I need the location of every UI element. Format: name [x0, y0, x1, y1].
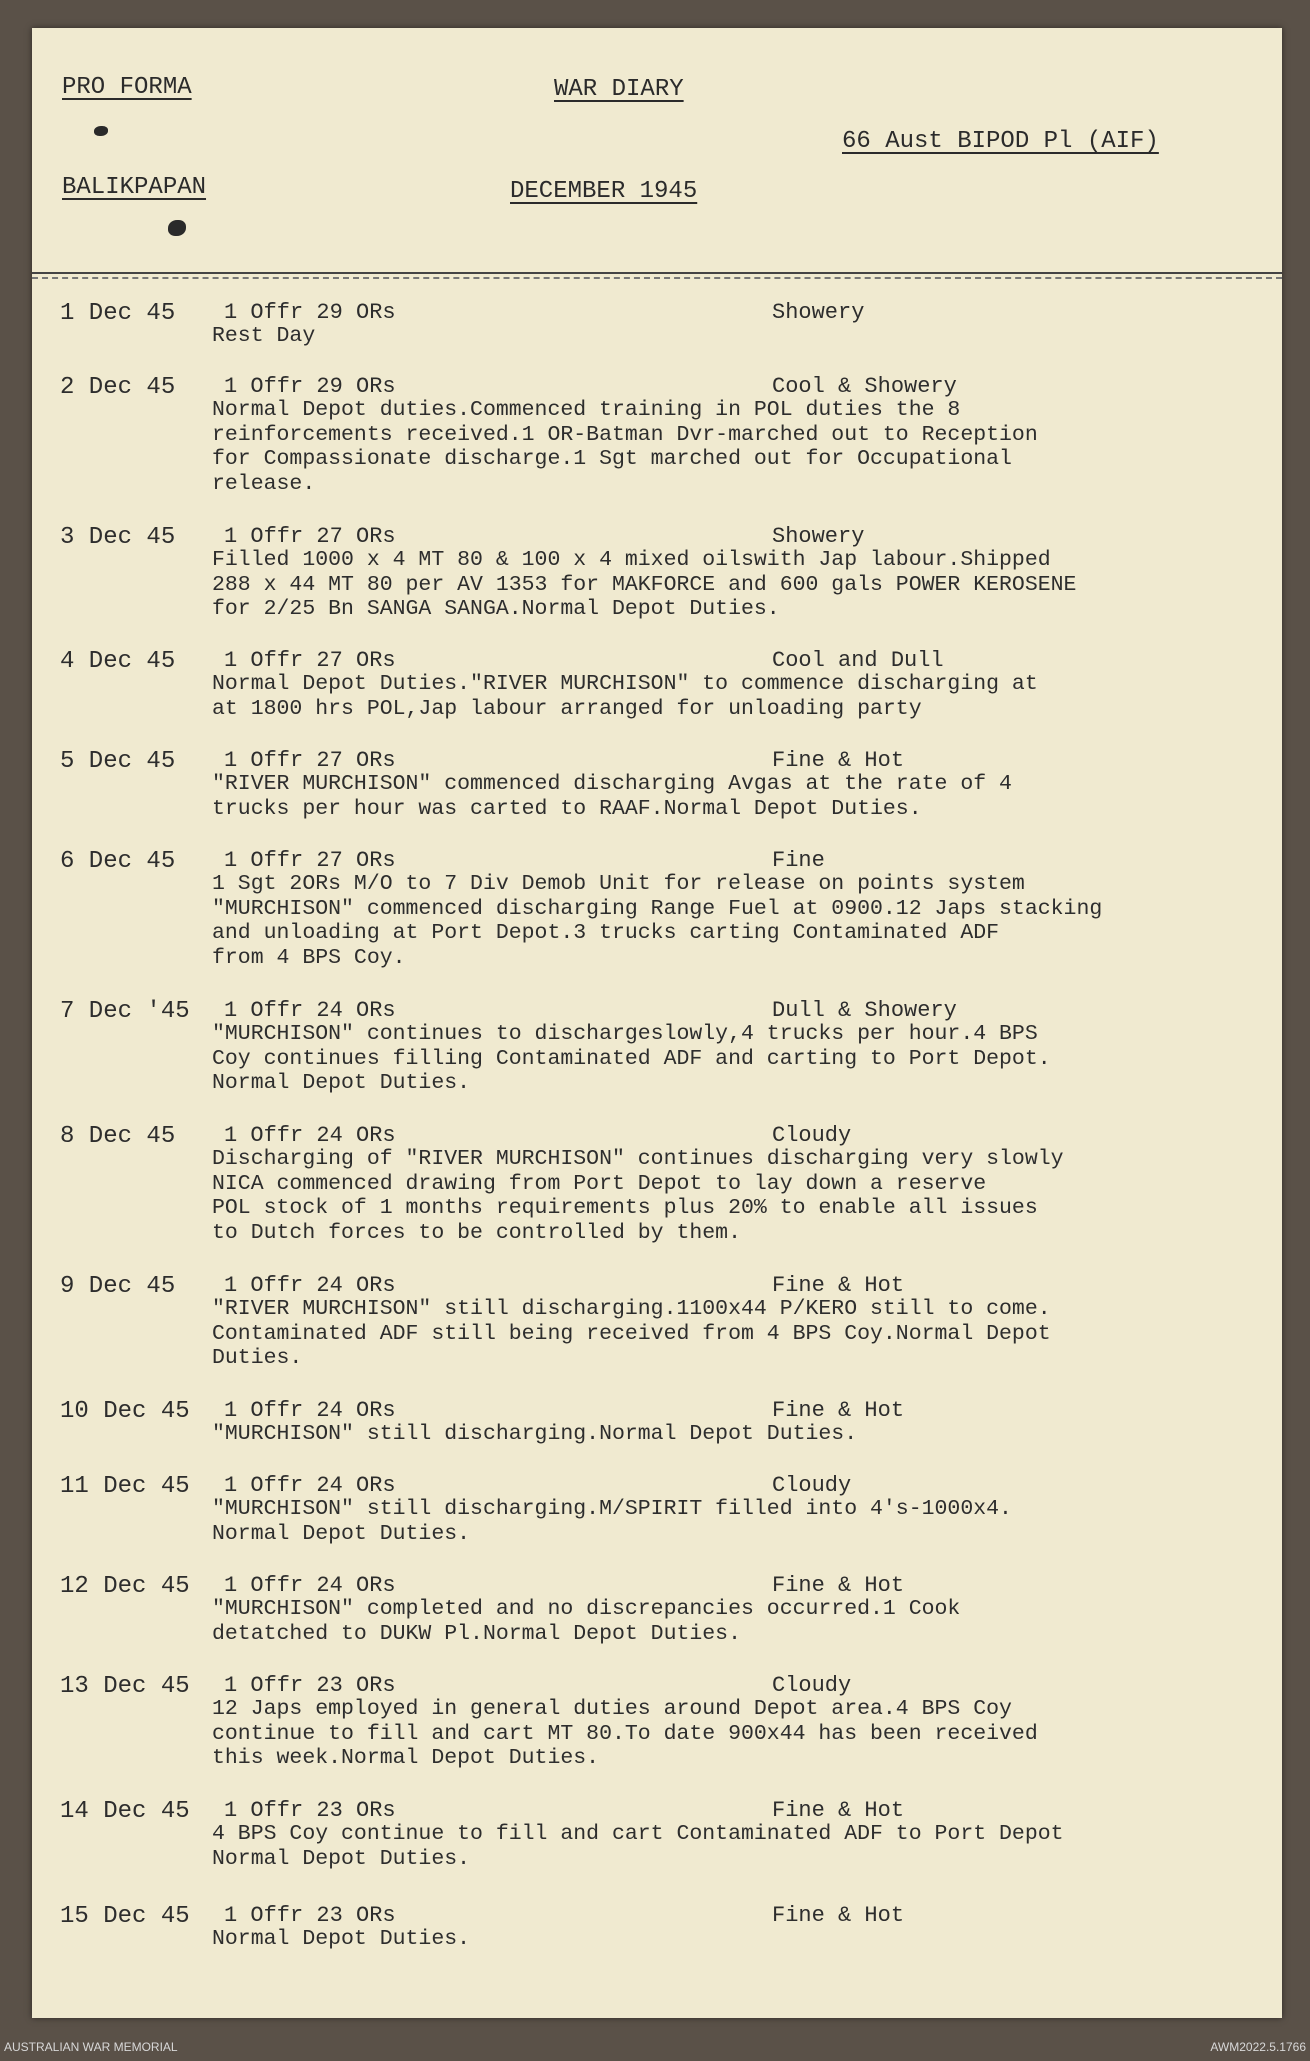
entry-strength: 1 Offr 24 ORs: [224, 1123, 396, 1148]
entry-text: "RIVER MURCHISON" commenced discharging Avgas at the rate of 4 trucks per hour was carted to RAAF.Normal Depot Duties.: [212, 772, 1012, 821]
location-label: BALIKPAPAN: [62, 174, 207, 201]
entry-text: Normal Depot Duties.: [212, 1927, 471, 1951]
entry-text: Filled 1000 x 4 MT 80 & 100 x 4 mixed oilswith Jap labour.Shipped 288 x 44 MT 80 per AV 1353 for MAKFORCE and 600 gals POWER KEROSENE for 2/25 Bn SANGA SANGA.Normal Depot Duties.: [212, 548, 1077, 621]
entry-strength: 1 Offr 27 ORs: [224, 848, 396, 873]
entry-date: 10 Dec 45: [60, 1398, 190, 1425]
header-divider-dashed: [32, 277, 1282, 279]
entry-weather: Showery: [772, 524, 865, 549]
entry-text: "MURCHISON" still discharging.M/SPIRIT filled into 4's-1000x4. Normal Depot Duties.: [212, 1497, 1012, 1546]
entry-date: 9 Dec 45: [60, 1273, 176, 1300]
pro-forma-label: PRO FORMA: [62, 74, 192, 101]
entry-weather: Cloudy: [772, 1473, 852, 1498]
entry-strength: 1 Offr 24 ORs: [224, 1573, 396, 1598]
entry-text: "MURCHISON" continues to dischargeslowly,4 trucks per hour.4 BPS Coy continues filling Contaminated ADF and carting to Port Depot. Normal Depot Duties.: [212, 1022, 1051, 1095]
entry-text: "RIVER MURCHISON" still discharging.1100x44 P/KERO still to come. Contaminated ADF still being received from 4 BPS Coy.Normal Depot Duties.: [212, 1297, 1051, 1370]
entry-weather: Fine & Hot: [772, 1903, 905, 1928]
month-label: DECEMBER 1945: [510, 178, 698, 205]
entry-strength: 1 Offr 24 ORs: [224, 1473, 396, 1498]
entry-text: Normal Depot duties.Commenced training in POL duties the 8 reinforcements received.1 OR-Batman Dvr-marched out to Reception for Compassionate discharge.1 Sgt marched out for Occupational release.: [212, 398, 1038, 496]
entry-strength: 1 Offr 24 ORs: [224, 1273, 396, 1298]
entry-date: 3 Dec 45: [60, 524, 176, 551]
document-title: WAR DIARY: [554, 76, 684, 103]
entry-strength: 1 Offr 27 ORs: [224, 748, 396, 773]
entry-weather: Fine & Hot: [772, 748, 905, 773]
entry-date: 8 Dec 45: [60, 1123, 176, 1150]
entry-date: 2 Dec 45: [60, 374, 176, 401]
entry-text: 12 Japs employed in general duties around Depot area.4 BPS Coy continue to fill and cart MT 80.To date 900x44 has been received this week.Normal Depot Duties.: [212, 1697, 1038, 1770]
entry-date: 15 Dec 45: [60, 1903, 190, 1930]
entry-date: 13 Dec 45: [60, 1673, 190, 1700]
entry-text: Normal Depot Duties."RIVER MURCHISON" to commence discharging at at 1800 hrs POL,Jap labour arranged for unloading party: [212, 672, 1038, 721]
entry-weather: Fine & Hot: [772, 1273, 905, 1298]
entry-strength: 1 Offr 23 ORs: [224, 1798, 396, 1823]
entry-strength: 1 Offr 27 ORs: [224, 524, 396, 549]
entry-strength: 1 Offr 24 ORs: [224, 1398, 396, 1423]
entry-date: 5 Dec 45: [60, 748, 176, 775]
entry-weather: Cool & Showery: [772, 374, 957, 399]
entry-strength: 1 Offr 27 ORs: [224, 648, 396, 673]
entry-weather: Fine: [772, 848, 825, 873]
entry-weather: Cloudy: [772, 1673, 852, 1698]
entry-text: 4 BPS Coy continue to fill and cart Contaminated ADF to Port Depot Normal Depot Duties.: [212, 1822, 1064, 1871]
entry-text: "MURCHISON" completed and no discrepancies occurred.1 Cook detatched to DUKW Pl.Normal Depot Duties.: [212, 1597, 961, 1646]
entry-date: 1 Dec 45: [60, 300, 176, 327]
entry-date: 12 Dec 45: [60, 1573, 190, 1600]
entry-strength: 1 Offr 24 ORs: [224, 998, 396, 1023]
entry-strength: 1 Offr 29 ORs: [224, 374, 396, 399]
entry-weather: Dull & Showery: [772, 998, 957, 1023]
entry-weather: Cloudy: [772, 1123, 852, 1148]
entry-weather: Fine & Hot: [772, 1798, 905, 1823]
footer-accession-number: AWM2022.5.1766: [1210, 2040, 1306, 2054]
entry-date: 4 Dec 45: [60, 648, 176, 675]
entry-date: 7 Dec '45: [60, 998, 190, 1025]
entry-text: 1 Sgt 2ORs M/O to 7 Div Demob Unit for release on points system "MURCHISON" commenced discharging Range Fuel at 0900.12 Japs stacking and unloading at Port Depot.3 trucks carting Contaminated ADF from 4 BPS Coy.: [212, 872, 1103, 970]
entry-strength: 1 Offr 23 ORs: [224, 1673, 396, 1698]
entry-strength: 1 Offr 29 ORs: [224, 300, 396, 325]
entry-text: Discharging of "RIVER MURCHISON" continues discharging very slowly NICA commenced drawing from Port Depot to lay down a reserve POL stock of 1 months requirements plus 20% to enable all issues to Dutch forces to be controlled by them.: [212, 1147, 1064, 1245]
entry-weather: Showery: [772, 300, 865, 325]
entry-date: 6 Dec 45: [60, 848, 176, 875]
entry-text: Rest Day: [212, 324, 316, 348]
diary-page: [32, 28, 1282, 2018]
entry-weather: Fine & Hot: [772, 1398, 905, 1423]
hole-punch-mark: [168, 220, 186, 236]
footer-credit: AUSTRALIAN WAR MEMORIAL: [4, 2040, 178, 2054]
header-divider: [32, 272, 1282, 274]
entry-strength: 1 Offr 23 ORs: [224, 1903, 396, 1928]
entry-text: "MURCHISON" still discharging.Normal Depot Duties.: [212, 1422, 858, 1446]
hole-punch-mark: [94, 126, 108, 136]
unit-name: 66 Aust BIPOD Pl (AIF): [842, 128, 1159, 155]
entry-date: 14 Dec 45: [60, 1798, 190, 1825]
entry-weather: Cool and Dull: [772, 648, 944, 673]
entry-weather: Fine & Hot: [772, 1573, 905, 1598]
entry-date: 11 Dec 45: [60, 1473, 190, 1500]
